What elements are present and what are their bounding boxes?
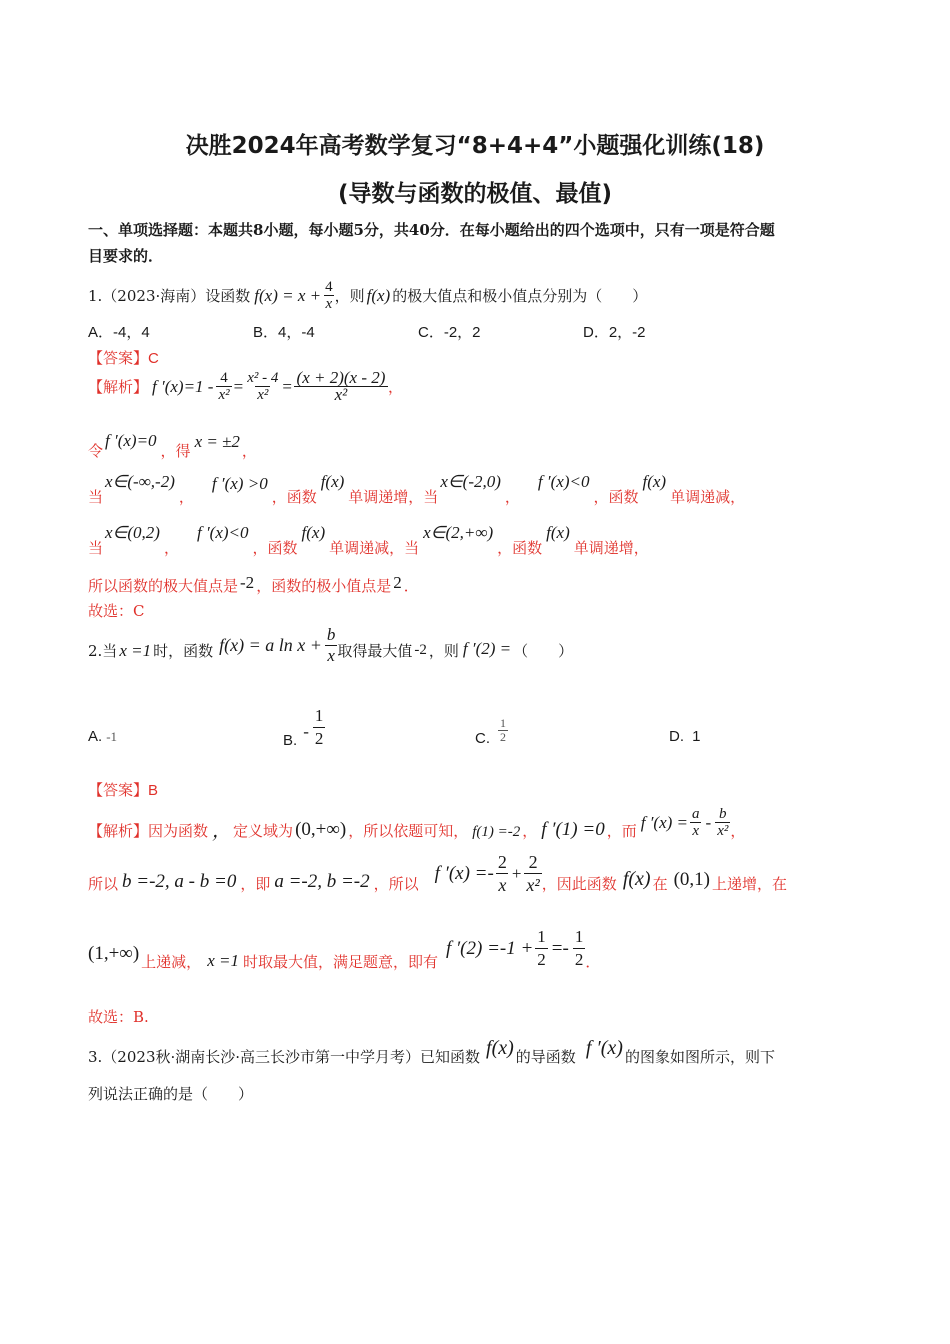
q1-deriv-frac2 (245, 370, 280, 403)
frac-2-over-x (496, 851, 509, 896)
option-value: -2，2 (443, 324, 481, 341)
text: 当 (88, 539, 104, 557)
text: 上递减， (141, 953, 202, 971)
fprime-x: f ′(x) = (640, 812, 689, 832)
q1-deriv-frac1 (216, 370, 231, 403)
section-header-line1: 一、单项选择题：本题共8小题，每小题5分，共40分．在每小题给出的四个选项中，只有一项是符合题 (88, 221, 775, 239)
q2-option-d[interactable] (669, 728, 701, 745)
option-letter: D． (583, 324, 609, 341)
q1-analysis-line5 (88, 572, 419, 596)
text: （ ） (513, 642, 574, 660)
q1-stem (88, 279, 647, 312)
inequality: f ′(x)<0 (196, 523, 249, 542)
frac-den: 2 (537, 950, 546, 969)
q2-fraction (325, 625, 338, 666)
option-letter: B． (253, 324, 279, 341)
section-header-line2: 目要求的． (88, 247, 164, 265)
text: ，即 (240, 875, 271, 893)
interval: x∈(2,+∞) (423, 523, 494, 542)
q1-function-ref: f(x) (366, 285, 391, 305)
option-letter: C. (475, 730, 490, 747)
text: ， (504, 488, 520, 506)
frac-num: 1 (537, 927, 546, 946)
interval: x∈(-2,0) (440, 472, 501, 491)
q1-answer: 【答案】C (88, 350, 159, 367)
option-value: 1 (692, 728, 701, 745)
q3-stem-line1 (88, 1030, 775, 1067)
frac-num: b (719, 806, 727, 822)
function-ref: f(x) (320, 472, 345, 491)
frac-num: 1 (574, 927, 584, 946)
q1-stem-prefix: 1.（2023·海南）设函数 (88, 287, 251, 305)
q2-function: f(x) = a ln x + (219, 635, 322, 655)
equals-sign: = (233, 376, 244, 396)
option-fraction (498, 717, 508, 744)
interval: x∈(0,2) (105, 523, 160, 542)
option-value: -4，4 (113, 324, 150, 341)
frac-num: a (692, 806, 700, 822)
frac-den: x² (218, 387, 230, 403)
text: ，因此函数 (541, 875, 617, 893)
text: ， (241, 442, 257, 460)
equation: b =-2, a - b =0 (122, 870, 237, 892)
q1-frac-den: x (325, 296, 333, 312)
q1-option-d[interactable] (583, 321, 646, 342)
frac-den: 2 (314, 729, 324, 748)
q2-option-c[interactable] (475, 714, 508, 747)
frac-den: x² (526, 875, 540, 895)
q1-option-b[interactable] (253, 321, 315, 342)
q2-analysis-line1 (88, 802, 745, 843)
text: ，函数 (497, 539, 543, 557)
inequality: f ′(x)<0 (537, 472, 590, 491)
q1-option-c[interactable] (418, 321, 481, 342)
q1-stem-mid: ，则 (334, 287, 365, 305)
frac-num: b (326, 625, 336, 644)
q1-frac-num: 4 (325, 279, 333, 295)
option-value: 2，-2 (608, 324, 646, 341)
text: 单调递减， (670, 488, 746, 506)
page-title: 决胜2024年高考数学复习“8+4+4”小题强化训练(18) (185, 133, 765, 159)
text: 时取最大值，满足题意，即有 (242, 953, 438, 971)
inequality: f ′(x) >0 (211, 474, 268, 493)
frac-den: x (498, 875, 507, 895)
option-letter: A． (88, 324, 114, 341)
max-point: -2 (240, 572, 255, 592)
q2-answer: 【答案】B (88, 782, 159, 799)
q1-solution: x = ±2 (194, 431, 240, 451)
x-value: x =1 (119, 640, 152, 660)
text: ，而 (606, 822, 637, 840)
text: ，所以 (373, 875, 419, 893)
frac-den: 2 (574, 950, 584, 969)
text: ，所以依题可知， (348, 822, 469, 840)
q2-conclusion: 故选：B. (88, 1008, 149, 1026)
equation: a =-2, b =-2 (274, 870, 370, 892)
option-value: 4，-4 (278, 324, 315, 341)
frac-num: (x + 2)(x - 2) (296, 368, 386, 387)
text: 定义域为 (233, 822, 294, 840)
x-value: x =1 (207, 950, 239, 970)
text: ，函数 (593, 488, 639, 506)
option-value: -1 (106, 728, 118, 744)
q1-deriv-lhs: f ′(x)=1 - (152, 376, 214, 396)
text: 的图象如图所示，则下 (624, 1048, 775, 1066)
frac-a-over-x (690, 806, 702, 839)
frac-1-over-2 (535, 926, 548, 971)
text: 的导函数 (515, 1048, 576, 1066)
equals-sign: = (282, 376, 292, 396)
q1-eq: f ′(x)=0 (105, 430, 157, 450)
derivative-ref: f ′(x) (585, 1037, 623, 1059)
max-value: -2 (414, 642, 427, 658)
q2-stem (88, 625, 573, 666)
text: ． (585, 953, 601, 971)
function-ref: f(x) (486, 1037, 514, 1059)
option-letter: C． (418, 324, 444, 341)
punct: ， (387, 378, 403, 396)
q1-analysis-line2 (88, 428, 257, 461)
fprime-x: f ′(x) =- (434, 862, 494, 884)
frac-den: x² (294, 386, 388, 403)
frac-den: x² (257, 387, 269, 403)
frac-num: 2 (497, 852, 507, 872)
text: ，函数的极小值点是 (256, 577, 392, 595)
q1-analysis-line4 (88, 521, 649, 558)
text: ，则 (428, 642, 459, 660)
text: ． (403, 577, 419, 595)
interval: (1,+∞) (88, 942, 140, 964)
equals-sign: =- (551, 937, 569, 959)
text: 3.（2023秋·湖南长沙·高三长沙市第一中学月考）已知函数 (88, 1048, 481, 1066)
q2-option-a[interactable] (88, 728, 117, 745)
minus-sign: - (705, 812, 712, 832)
text: 单调递增， (573, 539, 649, 557)
frac-den: x (327, 646, 335, 665)
text: 取得最大值 (337, 642, 413, 660)
q2-query: f ′(2) = (462, 638, 512, 658)
interval: (0,1) (673, 868, 710, 890)
function-ref: ， (212, 821, 232, 842)
frac-1-over-2 (573, 926, 586, 971)
frac-den: x (692, 823, 700, 839)
q1-option-a[interactable] (88, 321, 150, 342)
function-ref: f(x) (546, 523, 570, 542)
text: 令 (88, 442, 104, 460)
text: ， (730, 822, 746, 840)
q1-conclusion: 故选：C (88, 602, 145, 620)
text: 在 (652, 875, 668, 893)
option-fraction (313, 705, 326, 750)
text: 时，函数 (153, 642, 214, 660)
minus-sign: - (303, 721, 309, 741)
f-at-1: f(1) =-2 (472, 824, 521, 840)
text: ， (163, 539, 179, 557)
text: 2.当 (88, 642, 118, 660)
frac-2-over-x2 (524, 851, 541, 896)
option-letter: A. (88, 728, 103, 745)
function-ref: f(x) (301, 523, 326, 542)
q2-analysis-line3 (88, 925, 600, 972)
text: 单调递增，当 (348, 488, 439, 506)
text: 所以函数的极大值点是 (88, 577, 239, 595)
text: 单调递减，当 (329, 539, 420, 557)
frac-num: 4 (220, 370, 228, 386)
text: 因为函数 (148, 822, 209, 840)
page-subtitle: (导数与函数的极值、最值) (337, 181, 613, 207)
plus-sign: + (511, 863, 522, 883)
min-point: 2 (393, 572, 402, 592)
q2-analysis-line2 (88, 851, 787, 896)
q1-function: f(x) = x + (254, 285, 322, 305)
q1-deriv-frac3 (294, 370, 388, 403)
q1-analysis-line3 (88, 470, 878, 507)
frac-den: x² (717, 823, 729, 839)
text: 所以 (88, 875, 119, 893)
frac-num: 2 (528, 852, 538, 872)
text: ，函数 (271, 488, 317, 506)
text: ， (178, 488, 194, 506)
text: ，函数 (252, 539, 298, 557)
frac-num: 1 (500, 716, 506, 730)
q1-analysis-line1 (88, 370, 403, 403)
analysis-label: 【解析】 (88, 822, 149, 840)
option-letter: B. (283, 732, 298, 749)
text: 当 (88, 488, 104, 506)
text: ， (522, 822, 538, 840)
fprime-at-1: f ′(1) =0 (541, 818, 605, 840)
q1-fraction (323, 279, 335, 312)
frac-num: x² - 4 (247, 370, 279, 386)
fprime-at-2: f ′(2) =-1 + (445, 937, 534, 959)
function-ref: f(x) (642, 472, 667, 491)
domain: (0,+∞) (295, 818, 347, 840)
text: 上递增，在 (712, 875, 788, 893)
analysis-label: 【解析】 (88, 378, 149, 396)
frac-b-over-x2 (715, 806, 730, 839)
q3-stem-line2: 列说法正确的是（ ） (88, 1085, 254, 1103)
option-letter: D. (669, 728, 684, 745)
interval: x∈(-∞,-2) (105, 472, 175, 491)
q2-option-b[interactable] (283, 705, 325, 750)
q1-stem-suffix: 的极大值点和极小值点分别为（ ） (392, 287, 648, 305)
text: ，得 (160, 442, 191, 460)
function-ref: f(x) (622, 868, 651, 890)
frac-den: 2 (500, 730, 506, 744)
frac-num: 1 (314, 706, 324, 725)
